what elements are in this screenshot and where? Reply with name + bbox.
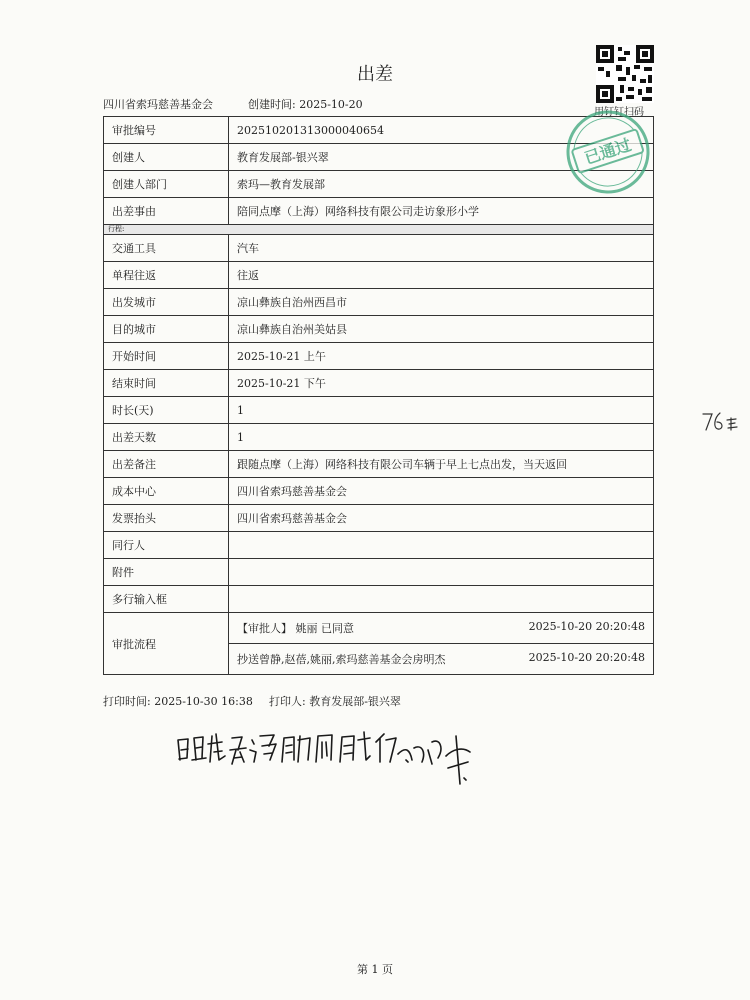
multiline-value [229, 586, 654, 613]
cc-time: 2025-10-20 20:20:48 [528, 651, 645, 664]
table-row [104, 370, 654, 397]
stamp-text: 已通过 [582, 135, 634, 168]
transport-label: 交通工具 [104, 235, 229, 262]
remarks-value: 跟随点摩（上海）网络科技有限公司车辆于早上七点出发，当天返回 [229, 451, 654, 478]
table-row [104, 424, 654, 451]
trip-type-value: 往返 [229, 262, 654, 289]
table-row [104, 289, 654, 316]
to-city-label: 目的城市 [104, 316, 229, 343]
table-row [104, 316, 654, 343]
invoice-title-label: 发票抬头 [104, 505, 229, 532]
approval-flow-label: 审批流程 [104, 613, 229, 675]
trip-form-table [103, 116, 654, 675]
invoice-title-value: 四川省索玛慈善基金会 [229, 505, 654, 532]
approved-stamp [564, 108, 652, 196]
approval-no-label: 审批编号 [104, 117, 229, 144]
duration-value: 1 [229, 397, 654, 424]
table-row [104, 235, 654, 262]
attachments-value [229, 559, 654, 586]
creator-dept-value: 索玛—教育发展部 [229, 171, 654, 198]
approval-step-approver [229, 613, 654, 644]
reason-value: 陪同点摩（上海）网络科技有限公司走访象形小学 [229, 198, 654, 225]
table-row [104, 198, 654, 225]
table-row [104, 613, 654, 644]
transport-value: 汽车 [229, 235, 654, 262]
from-city-label: 出发城市 [104, 289, 229, 316]
creator-dept-label: 创建人部门 [104, 171, 229, 198]
creator-value: 教育发展部-银兴翠 [229, 144, 654, 171]
companions-label: 同行人 [104, 532, 229, 559]
cost-center-label: 成本中心 [104, 478, 229, 505]
margin-handwritten-note [700, 410, 740, 434]
table-row [104, 505, 654, 532]
table-row [104, 343, 654, 370]
cc-text: 抄送曾静,赵蓓,姚丽,索玛慈善基金会房明杰 [237, 653, 446, 666]
companions-value [229, 532, 654, 559]
print-time: 打印时间: 2025-10-30 16:38 [103, 695, 253, 708]
table-row [104, 478, 654, 505]
trip-days-label: 出差天数 [104, 424, 229, 451]
printer-name: 打印人: 教育发展部-银兴翠 [269, 695, 401, 708]
approver-text: 【审批人】 姚丽 已同意 [237, 622, 354, 635]
table-row [104, 397, 654, 424]
itinerary-section-label: 行程: [104, 225, 654, 235]
table-row [104, 586, 654, 613]
approval-step-cc [229, 644, 654, 675]
duration-label: 时长(天) [104, 397, 229, 424]
to-city-value: 凉山彝族自治州美姑县 [229, 316, 654, 343]
approval-no-value: 202510201313000040654 [229, 117, 654, 144]
multiline-label: 多行输入框 [104, 586, 229, 613]
page-number: 第 1 页 [357, 963, 393, 976]
remarks-label: 出差备注 [104, 451, 229, 478]
table-row [104, 451, 654, 478]
table-row [104, 262, 654, 289]
table-row [104, 532, 654, 559]
start-time-value: 2025-10-21 上午 [229, 343, 654, 370]
trip-days-value: 1 [229, 424, 654, 451]
reason-label: 出差事由 [104, 198, 229, 225]
cost-center-value: 四川省索玛慈善基金会 [229, 478, 654, 505]
section-row [104, 225, 654, 235]
end-time-value: 2025-10-21 下午 [229, 370, 654, 397]
created-time: 创建时间: 2025-10-20 [248, 98, 363, 111]
qr-code-icon [596, 45, 654, 103]
handwritten-note [170, 722, 490, 792]
page-title: 出差 [357, 64, 393, 85]
approver-time: 2025-10-20 20:20:48 [528, 620, 645, 633]
table-row [104, 559, 654, 586]
creator-label: 创建人 [104, 144, 229, 171]
qr-caption: 用钉钉扫码 [594, 107, 644, 118]
from-city-value: 凉山彝族自治州西昌市 [229, 289, 654, 316]
start-time-label: 开始时间 [104, 343, 229, 370]
end-time-label: 结束时间 [104, 370, 229, 397]
attachments-label: 附件 [104, 559, 229, 586]
organization-name: 四川省索玛慈善基金会 [103, 98, 213, 111]
trip-type-label: 单程往返 [104, 262, 229, 289]
